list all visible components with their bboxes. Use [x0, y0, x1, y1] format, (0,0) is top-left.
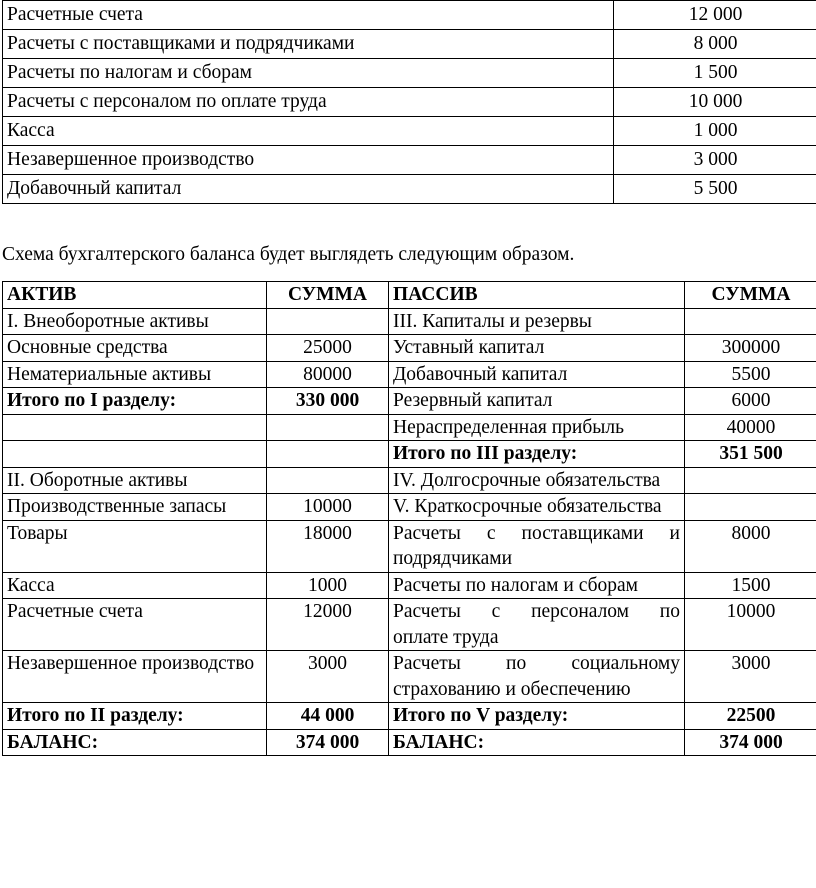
asset-cell: I. Внеоборотные активы	[3, 308, 267, 335]
liability-cell: Резервный капитал	[389, 388, 685, 415]
account-name: Расчеты с персоналом по оплате труда	[3, 88, 614, 117]
table-row	[3, 651, 816, 703]
table-row	[3, 88, 816, 117]
table-row	[3, 361, 816, 388]
liability-subtotal-cell: Итого по V разделу:	[389, 703, 685, 730]
asset-sum-cell	[267, 441, 389, 468]
asset-sum-cell: 80000	[267, 361, 389, 388]
account-name: Расчеты по налогам и сборам	[3, 59, 614, 88]
asset-cell: Расчетные счета	[3, 599, 267, 651]
asset-cell: Нематериальные активы	[3, 361, 267, 388]
liability-cell: Уставный капитал	[389, 335, 685, 362]
account-value: 12 000	[614, 1, 816, 30]
liability-cell: Нераспределенная прибыль	[389, 414, 685, 441]
account-value: 3 000	[614, 146, 816, 175]
table-header-row	[3, 282, 816, 309]
balance-total-liability-sum: 374 000	[685, 729, 816, 756]
balance-total-label: БАЛАНС:	[3, 729, 267, 756]
table-row	[3, 175, 816, 204]
asset-subtotal-cell: Итого по I разделу:	[3, 388, 267, 415]
header-liability: ПАССИВ	[389, 282, 685, 309]
balance-total-liability-label: БАЛАНС:	[389, 729, 685, 756]
asset-sum-cell: 12000	[267, 599, 389, 651]
asset-cell: Незавершенное производство	[3, 651, 267, 703]
liability-sum-cell: 6000	[685, 388, 816, 415]
balance-sheet-table	[2, 281, 816, 756]
liability-sum-cell	[685, 494, 816, 521]
table-row	[3, 599, 816, 651]
liability-line: Расчеты по социальному	[393, 653, 680, 674]
asset-sum-cell	[267, 308, 389, 335]
liability-subtotal-sum: 22500	[685, 703, 816, 730]
table-row	[3, 414, 816, 441]
asset-sum-cell: 3000	[267, 651, 389, 703]
asset-cell	[3, 414, 267, 441]
account-value: 1 500	[614, 59, 816, 88]
liability-line: Расчеты с поставщиками и	[393, 522, 680, 544]
asset-cell: II. Оборотные активы	[3, 467, 267, 494]
liability-cell	[389, 520, 685, 572]
asset-cell: Товары	[3, 520, 267, 572]
liability-sum-cell: 5500	[685, 361, 816, 388]
liability-sum-cell: 300000	[685, 335, 816, 362]
liability-sum-cell: 3000	[685, 651, 816, 703]
asset-cell: Основные средства	[3, 335, 267, 362]
liability-line: страхованию и обеспечению	[393, 678, 631, 700]
table-row	[3, 703, 816, 730]
liability-sum-cell: 40000	[685, 414, 816, 441]
balance-total-asset-sum: 374 000	[267, 729, 389, 756]
table-row	[3, 729, 816, 756]
table-row	[3, 388, 816, 415]
liability-sum-cell	[685, 308, 816, 335]
account-name: Добавочный капитал	[3, 175, 614, 204]
header-asset-sum: СУММА	[267, 282, 389, 309]
liability-line: Расчеты с персоналом по	[393, 601, 680, 622]
liability-sum-cell: 10000	[685, 599, 816, 651]
table-row	[3, 335, 816, 362]
table-row	[3, 572, 816, 599]
asset-sum-cell: 1000	[267, 572, 389, 599]
liability-cell: V. Краткосрочные обязательства	[389, 494, 685, 521]
asset-cell	[3, 441, 267, 468]
asset-cell: Касса	[3, 572, 267, 599]
liability-cell	[389, 651, 685, 703]
asset-subtotal-cell: Итого по II разделу:	[3, 703, 267, 730]
table-row	[3, 30, 816, 59]
table-row	[3, 1, 816, 30]
account-name: Расчеты с поставщиками и подрядчиками	[3, 30, 614, 59]
account-value: 10 000	[614, 88, 816, 117]
table-row	[3, 467, 816, 494]
account-name: Расчетные счета	[3, 1, 614, 30]
account-value: 5 500	[614, 175, 816, 204]
asset-sum-cell	[267, 467, 389, 494]
intro-paragraph: Схема бухгалтерского баланса будет выглядеть следующим образом.	[2, 244, 575, 265]
table-row	[3, 441, 816, 468]
asset-sum-cell: 18000	[267, 520, 389, 572]
liability-cell: Расчеты по налогам и сборам	[389, 572, 685, 599]
header-liability-sum: СУММА	[685, 282, 816, 309]
liability-subtotal-sum: 351 500	[685, 441, 816, 468]
liability-sum-cell: 1500	[685, 572, 816, 599]
liability-sum-cell	[685, 467, 816, 494]
table-row	[3, 59, 816, 88]
liability-subtotal-cell: Итого по III разделу:	[389, 441, 685, 468]
table-row	[3, 494, 816, 521]
liability-line: подрядчиками	[393, 548, 513, 569]
liability-cell: Добавочный капитал	[389, 361, 685, 388]
header-asset: АКТИВ	[3, 282, 267, 309]
table-row	[3, 308, 816, 335]
table-row	[3, 117, 816, 146]
asset-subtotal-sum: 330 000	[267, 388, 389, 415]
account-value: 8 000	[614, 30, 816, 59]
asset-sum-cell	[267, 414, 389, 441]
asset-subtotal-sum: 44 000	[267, 703, 389, 730]
account-value: 1 000	[614, 117, 816, 146]
account-name: Касса	[3, 117, 614, 146]
table-row	[3, 146, 816, 175]
liability-cell: III. Капиталы и резервы	[389, 308, 685, 335]
table-row	[3, 520, 816, 572]
account-name: Незавершенное производство	[3, 146, 614, 175]
accounts-table	[2, 0, 816, 204]
asset-sum-cell: 25000	[267, 335, 389, 362]
liability-cell	[389, 599, 685, 651]
liability-sum-cell: 8000	[685, 520, 816, 572]
liability-line: оплате труда	[393, 626, 499, 648]
asset-sum-cell: 10000	[267, 494, 389, 521]
asset-cell: Производственные запасы	[3, 494, 267, 521]
liability-cell: IV. Долгосрочные обязательства	[389, 467, 685, 494]
